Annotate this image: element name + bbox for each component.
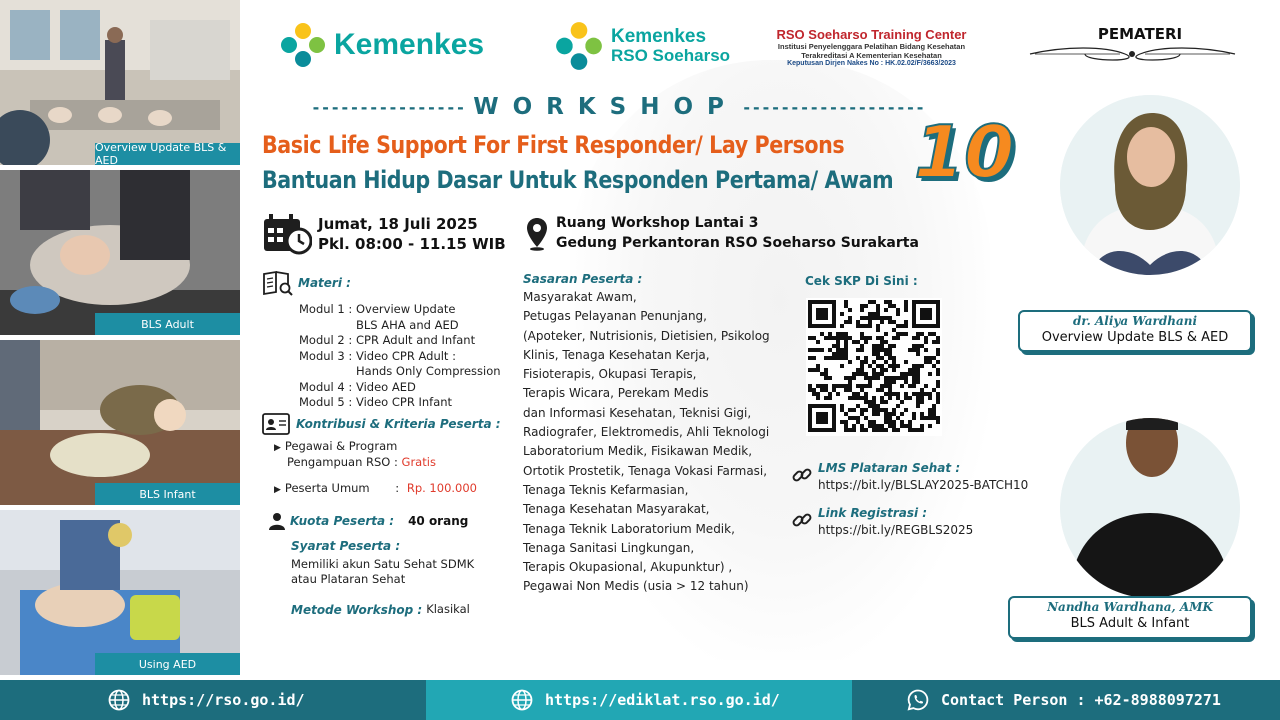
- syarat-line2: atau Plataran Sehat: [291, 572, 406, 587]
- globe-icon: [511, 689, 533, 711]
- photo-column: [0, 0, 240, 680]
- flourish-divider: [1025, 44, 1240, 64]
- sasaran-item: (Apoteker, Nutrisionis, Dietisien, Psikolog: [523, 328, 770, 343]
- registration-url[interactable]: https://bit.ly/REGBLS2025: [818, 523, 974, 537]
- workshop-dash-left: ----------------: [311, 97, 466, 117]
- workshop-label: WORKSHOP: [473, 94, 738, 120]
- workshop-dash-right: -------------------: [741, 97, 925, 117]
- sasaran-list: [523, 288, 783, 597]
- photo-bls-infant-scene: [0, 340, 240, 505]
- syarat-line1: Memiliki akun Satu Sehat SDMK: [291, 557, 475, 571]
- materi-label: Materi :: [298, 276, 351, 290]
- batch-number: 10: [914, 110, 1015, 194]
- kontribusi-row-umum: ▶ Peserta Umum : Rp. 100.000: [274, 481, 477, 495]
- sasaran-item: Petugas Pelayanan Penunjang,: [523, 309, 707, 324]
- pemateri-title: PEMATERI: [1097, 25, 1183, 43]
- materi-item: Modul 5 : Video CPR Infant: [299, 395, 453, 410]
- schedule-time: Pkl. 08:00 - 11.15 WIB: [318, 235, 506, 253]
- kuota-label: Kuota Peserta :: [290, 514, 395, 528]
- training-center-keputusan: Keputusan Dirjen Nakes No : HK.02.02/F/3663/2023: [787, 60, 956, 67]
- rso-logo-line2: RSO Soeharso: [611, 46, 731, 66]
- materi-item: Modul 1 : Overview Update: [299, 302, 456, 316]
- materi-item: Modul 4 : Video AED: [299, 379, 416, 394]
- kemenkes-logo: [280, 22, 484, 68]
- workshop-heading: [262, 92, 974, 122]
- rso-logo-line1: Kemenkes: [611, 26, 707, 48]
- kontribusi-section: [262, 413, 512, 435]
- speaker-photo-nandha: [1060, 418, 1240, 598]
- materi-section: [262, 270, 512, 411]
- kontribusi-row-pegawai-cont: Pengampuan RSO : Gratis: [287, 455, 436, 469]
- price-umum: Rp. 100.000: [406, 481, 477, 495]
- book-search-icon: [262, 270, 294, 296]
- kuota-value: 40 orang: [408, 514, 469, 528]
- sasaran-item: Tenaga Sanitasi Lingkungan,: [523, 540, 695, 555]
- id-card-icon: [262, 413, 290, 435]
- kemenkes-rso-mark-icon: [555, 20, 603, 72]
- sasaran-item: dan Informasi Kesehatan, Teknisi Gigi,: [523, 405, 752, 420]
- training-center-institusi: Institusi Penyelenggara Pelatihan Bidang Kesehatan: [777, 42, 966, 51]
- registration-link-block: [792, 506, 973, 537]
- photo-using-aed: [0, 510, 240, 675]
- sasaran-item: Terapis Okupasional, Akupunktur) ,: [523, 560, 733, 575]
- materi-item: BLS AHA and AED: [356, 317, 459, 332]
- link-icon: [792, 510, 812, 530]
- skp-label: Cek SKP Di Sini :: [805, 274, 918, 288]
- metode-value: Klasikal: [426, 602, 470, 616]
- whatsapp-icon: [907, 689, 929, 711]
- syarat-label: Syarat Peserta :: [291, 539, 401, 553]
- registration-label: Link Registrasi :: [818, 506, 928, 520]
- photo-bls-adult-scene: [0, 170, 240, 335]
- sasaran-item: Ortotik Prostetik, Tenaga Vokasi Farmasi,: [523, 463, 768, 478]
- speaker-name: Nandha Wardhana, AMK: [1047, 600, 1213, 614]
- sasaran-item: Tenaga Teknik Laboratorium Medik,: [523, 521, 735, 536]
- qr-code[interactable]: [806, 298, 942, 436]
- location-line2: Gedung Perkantoran RSO Soeharso Surakarta: [556, 234, 919, 251]
- footer-ediklat[interactable]: [426, 680, 852, 720]
- sasaran-item: Radiografer, Elektromedis, Ahli Teknologi: [523, 425, 770, 440]
- sasaran-item: Pegawai Non Medis (usia > 12 tahun): [523, 579, 749, 594]
- location-block: [526, 214, 919, 253]
- speaker-photo-aliya: [1060, 95, 1240, 275]
- footer-website-url[interactable]: https://rso.go.id/: [142, 691, 305, 709]
- lms-url[interactable]: https://bit.ly/BLSLAY2025-BATCH10: [818, 478, 1029, 492]
- globe-icon: [108, 689, 130, 711]
- metode-label: Metode Workshop :: [291, 602, 423, 617]
- footer-ediklat-url[interactable]: https://ediklat.rso.go.id/: [545, 691, 780, 709]
- schedule-date: Jumat, 18 Juli 2025: [318, 214, 478, 233]
- photo-caption: BLS Adult: [95, 313, 240, 335]
- sasaran-item: Fisioterapis, Okupasi Terapis,: [523, 367, 697, 382]
- training-center-block: [774, 27, 969, 67]
- materi-list: [299, 302, 512, 411]
- footer-website[interactable]: [0, 680, 426, 720]
- footer-contact-text[interactable]: Contact Person : +62-8988097271: [941, 691, 1221, 709]
- user-icon: [268, 512, 286, 530]
- materi-item: Modul 2 : CPR Adult and Infant: [299, 333, 476, 348]
- title-indonesian: Bantuan Hidup Dasar Untuk Responden Pertama/ Awam: [262, 166, 894, 194]
- photo-caption: Overview Update BLS & AED: [95, 143, 240, 165]
- kontribusi-row-pegawai: ▶ Pegawai & Program: [274, 439, 398, 453]
- photo-caption: BLS Infant: [95, 483, 240, 505]
- speaker-portrait-nandha: [1060, 418, 1240, 598]
- photo-overview: [0, 0, 240, 165]
- materi-item: Hands Only Compression: [356, 364, 501, 379]
- metode-block: [291, 602, 470, 617]
- photo-bls-adult: [0, 170, 240, 335]
- sasaran-item: Laboratorium Medik, Fisikawan Medik,: [523, 444, 753, 459]
- location-line1: Ruang Workshop Lantai 3: [556, 215, 759, 231]
- photo-bls-infant: [0, 340, 240, 505]
- sasaran-item: Terapis Wicara, Perekam Medis: [523, 386, 709, 401]
- kemenkes-rso-logo: [555, 20, 730, 72]
- speaker-namebox-aliya: [1018, 310, 1252, 352]
- training-center-akreditasi: Terakreditasi A Kementerian Kesehatan: [801, 51, 942, 60]
- title-english: Basic Life Support For First Responder/ Lay Persons: [262, 131, 845, 159]
- photo-caption: Using AED: [95, 653, 240, 675]
- location-pin-icon: [526, 217, 548, 251]
- kemenkes-mark-icon: [280, 22, 326, 68]
- lms-link-block: [792, 461, 1028, 492]
- calendar-clock-icon: [262, 213, 312, 255]
- photo-using-aed-scene: [0, 510, 240, 675]
- kontribusi-label: Kontribusi & Kriteria Peserta :: [296, 417, 501, 431]
- speaker-role: Overview Update BLS & AED: [1041, 330, 1229, 345]
- sasaran-item: Masyarakat Awam,: [523, 290, 637, 304]
- speaker-name: dr. Aliya Wardhani: [1072, 314, 1198, 328]
- sasaran-item: Tenaga Kesehatan Masyarakat,: [523, 502, 710, 517]
- speaker-portrait-aliya: [1060, 95, 1240, 275]
- kuota-block: [268, 512, 468, 530]
- footer-contact[interactable]: [852, 680, 1280, 720]
- lms-label: LMS Plataran Sehat :: [818, 461, 961, 475]
- syarat-block: [291, 539, 521, 588]
- sasaran-label: Sasaran Peserta :: [523, 272, 643, 286]
- footer-bar: [0, 680, 1280, 720]
- schedule-block: [262, 213, 506, 255]
- speaker-namebox-nandha: [1008, 596, 1252, 639]
- link-icon: [792, 465, 812, 485]
- sasaran-item: Klinis, Tenaga Kesehatan Kerja,: [523, 347, 710, 362]
- materi-item: Modul 3 : Video CPR Adult :: [299, 348, 456, 363]
- sasaran-item: Tenaga Teknis Kefarmasian,: [523, 482, 689, 497]
- training-center-title: RSO Soeharso Training Center: [776, 27, 967, 42]
- kemenkes-logo-text: Kemenkes: [334, 28, 485, 61]
- speaker-role: BLS Adult & Infant: [1070, 616, 1190, 631]
- sasaran-section: [523, 272, 783, 597]
- main-content: [240, 0, 1280, 680]
- price-gratis: Gratis: [401, 455, 436, 469]
